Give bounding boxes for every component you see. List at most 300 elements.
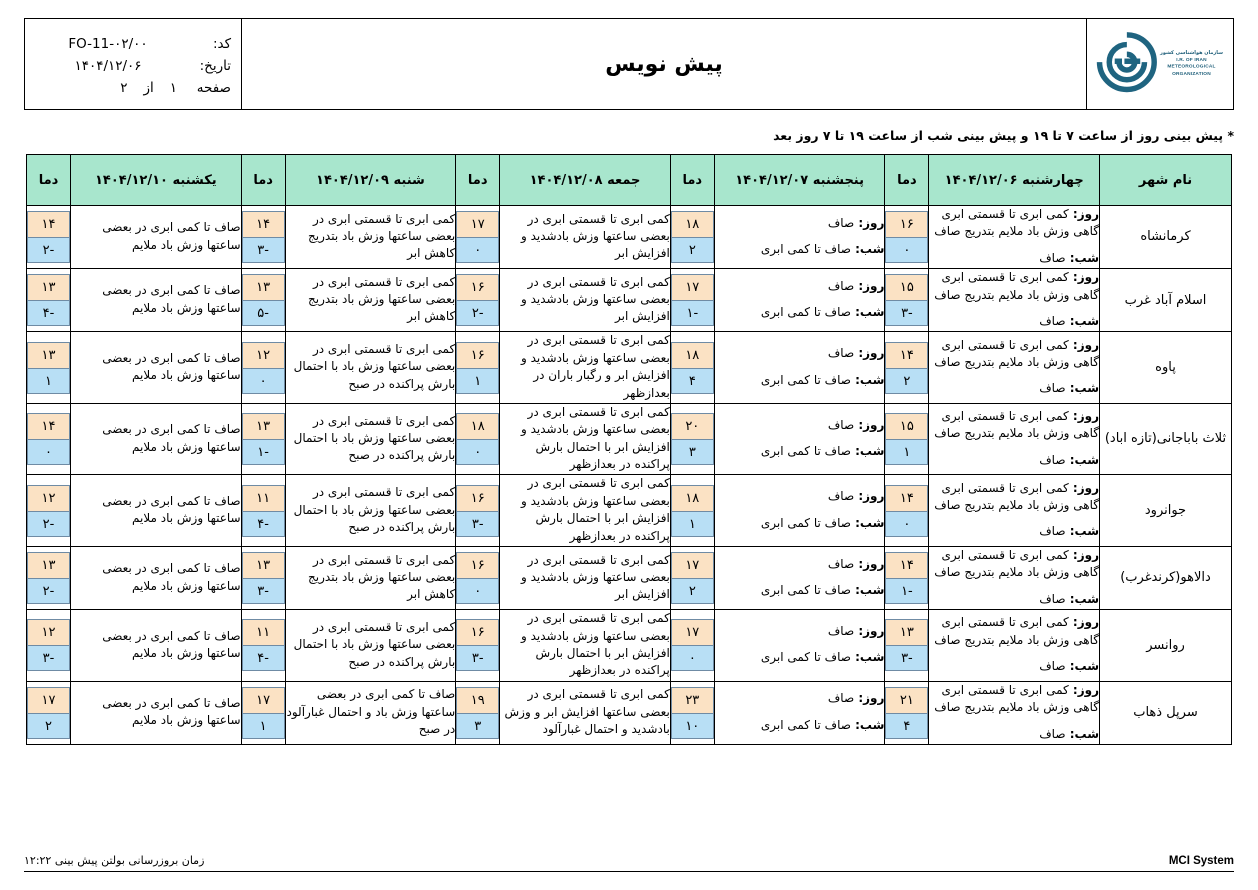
forecast-night-line (715, 515, 885, 532)
max-temperature: ۱۶ (456, 274, 499, 300)
forecast-text: کمی ابری تا قسمتی ابری در بعضی ساعتها وزش بادشدید و افزایش ابر (520, 211, 670, 261)
city-name-cell: ثلاث باباجانی(تازه اباد) (1100, 403, 1232, 475)
forecast-cell-sat (285, 547, 456, 610)
document-footer (24, 854, 1234, 872)
day-label: روز: (854, 215, 885, 230)
city-name-cell: اسلام آباد غرب (1100, 269, 1232, 332)
min-temperature: -۳ (885, 645, 928, 671)
max-temperature: ۱۲ (27, 619, 70, 645)
day-label: روز: (1068, 480, 1099, 495)
temperature-cell-thu (670, 547, 714, 610)
night-label: شب: (1065, 313, 1099, 328)
forecast-text: کمی ابری تا قسمتی ابری در بعضی ساعتها وزش بادشدید و افزایش ابر (520, 552, 670, 602)
min-temperature: -۴ (242, 511, 285, 537)
min-temperature: ۳ (456, 713, 499, 739)
max-temperature: ۱۴ (27, 211, 70, 237)
night-label: شب: (1065, 659, 1099, 674)
logo-line-1: I.R. OF IRAN (1176, 57, 1208, 63)
max-temperature: ۱۶ (456, 485, 499, 511)
col-header-temp-3: دما (241, 155, 285, 206)
max-temperature: ۱۸ (671, 342, 714, 368)
day-forecast-text: صاف (827, 346, 855, 361)
night-label: شب: (1065, 591, 1099, 606)
forecast-night-line (715, 649, 885, 666)
night-label: شب: (1065, 726, 1099, 741)
forecast-night-line (929, 726, 1099, 743)
night-label: شب: (850, 242, 885, 257)
table-row (27, 206, 1232, 269)
max-temperature: ۱۸ (671, 485, 714, 511)
forecast-cell-fri (500, 403, 671, 475)
min-temperature: ۱۰ (671, 713, 714, 739)
max-temperature: ۱۶ (456, 619, 499, 645)
forecast-cell-sat (285, 332, 456, 404)
forecast-cell-wed (929, 681, 1100, 744)
forecast-cell-wed (929, 269, 1100, 332)
col-header-temp-4: دما (27, 155, 71, 206)
min-temperature: ۲ (671, 237, 714, 263)
temperature-cell-fri (456, 475, 500, 547)
forecast-cell-thu (714, 681, 885, 744)
night-forecast-text: صاف تا کمی ابری (760, 650, 851, 665)
date-value: ۱۴۰۴/۱۲/۰۶ (74, 57, 142, 74)
min-temperature: -۱ (242, 439, 285, 465)
day-label: روز: (854, 346, 885, 361)
night-forecast-text: صاف تا کمی ابری (760, 372, 851, 387)
forecast-text: صاف تا کمی ابری در بعضی ساعتها وزش باد ملایم (102, 695, 241, 728)
forecast-night-line (929, 658, 1099, 675)
forecast-day-line (929, 206, 1099, 241)
min-temperature: ۴ (885, 713, 928, 739)
min-temperature: -۴ (27, 300, 70, 326)
date-label: تاریخ: (199, 57, 231, 74)
max-temperature: ۱۱ (242, 485, 285, 511)
max-temperature: ۱۸ (456, 413, 499, 439)
temperature-cell-sun (27, 206, 71, 269)
forecast-day-line (715, 417, 885, 434)
temperature-cell-sun (27, 547, 71, 610)
forecast-text: کمی ابری تا قسمتی ابری در بعضی ساعتها وزش باد با احتمال بارش پراکنده در صبح (293, 485, 456, 534)
min-temperature: ۱ (885, 439, 928, 465)
day-forecast-text: صاف (827, 215, 855, 230)
forecast-cell-sat (285, 610, 456, 682)
night-forecast-text: صاف تا کمی ابری (760, 305, 851, 320)
day-forecast-text: صاف (827, 489, 855, 504)
forecast-text: کمی ابری تا قسمتی ابری در بعضی ساعتها وزش باد با احتمال بارش پراکنده در صبح (293, 619, 456, 669)
temperature-cell-thu (670, 332, 714, 404)
forecast-text: کمی ابری تا قسمتی ابری در بعضی ساعتها افزایش ابر و وزش بادشدید و احتمال غبارآلود (504, 687, 670, 737)
forecast-cell-fri (500, 547, 671, 610)
forecast-text: صاف تا کمی ابری در بعضی ساعتها وزش باد ملایم (102, 628, 241, 660)
forecast-cell-wed (929, 206, 1100, 269)
forecast-cell-sat (285, 403, 456, 475)
forecast-table-body (27, 206, 1232, 745)
col-header-city: نام شهر (1100, 155, 1232, 206)
max-temperature: ۱۳ (27, 274, 70, 300)
night-label: شب: (850, 650, 885, 665)
temperature-cell-sat (241, 547, 285, 610)
forecast-cell-sun (71, 206, 242, 269)
night-forecast-text: صاف (1039, 381, 1066, 396)
max-temperature: ۱۳ (242, 413, 285, 439)
temperature-cell-sat (241, 610, 285, 682)
max-temperature: ۱۷ (671, 552, 714, 578)
min-temperature: -۳ (242, 237, 285, 263)
max-temperature: ۱۷ (671, 274, 714, 300)
forecast-cell-fri (500, 681, 671, 744)
max-temperature: ۱۷ (671, 619, 714, 645)
min-temperature: ۰ (456, 439, 499, 465)
forecast-text: کمی ابری تا قسمتی ابری در بعضی ساعتها وزش بادشدید و افزایش ابر و رگبار باران در بعدازظهر (520, 333, 670, 400)
footer-divider (24, 871, 1234, 872)
city-name-cell: جوانرود (1100, 475, 1232, 547)
min-temperature: -۴ (242, 645, 285, 671)
temperature-cell-wed (885, 332, 929, 404)
forecast-cell-fri (500, 610, 671, 682)
city-name-cell: کرمانشاه (1100, 206, 1232, 269)
forecast-text: کمی ابری تا قسمتی ابری در بعضی ساعتها وزش بادشدید و افزایش ابر با احتمال بارش پراکنده در بعدازظهر (520, 611, 670, 678)
night-forecast-text: صاف (1039, 659, 1066, 674)
day-label: روز: (854, 624, 885, 639)
col-header-day-1: پنجشنبه ۱۴۰۴/۱۲/۰۷ (714, 155, 885, 206)
temperature-cell-sat (241, 681, 285, 744)
night-forecast-text: صاف (1039, 524, 1066, 539)
forecast-cell-wed (929, 475, 1100, 547)
night-label: شب: (850, 372, 885, 387)
forecast-text: کمی ابری تا قسمتی ابری در بعضی ساعتها وزش باد با احتمال بارش پراکنده در صبح (293, 413, 456, 463)
temperature-cell-sun (27, 269, 71, 332)
temperature-cell-thu (670, 475, 714, 547)
night-forecast-text: صاف تا کمی ابری (760, 444, 851, 459)
day-label: روز: (1068, 615, 1099, 630)
meta-row-page (35, 80, 231, 96)
min-temperature: -۳ (27, 645, 70, 671)
forecast-text: کمی ابری تا قسمتی ابری در بعضی ساعتها وزش بادشدید و افزایش ابر با احتمال بارش پراکنده در بعدازظهر (520, 476, 670, 543)
forecast-night-line (715, 241, 885, 258)
forecast-night-line (715, 582, 885, 599)
forecast-cell-fri (500, 475, 671, 547)
logo-text-block (1160, 50, 1223, 78)
min-temperature: ۰ (27, 439, 70, 465)
day-label: روز: (1068, 682, 1099, 697)
forecast-cell-sat (285, 269, 456, 332)
max-temperature: ۲۰ (671, 413, 714, 439)
min-temperature: -۳ (242, 578, 285, 604)
forecast-day-line (715, 556, 885, 573)
forecast-day-line (715, 623, 885, 640)
max-temperature: ۱۴ (242, 211, 285, 237)
forecast-text: کمی ابری تا قسمتی ابری در بعضی ساعتها وزش بادشدید و افزایش ابر (520, 274, 670, 324)
page-of-label: از (143, 79, 154, 96)
max-temperature: ۱۳ (242, 274, 285, 300)
night-label: شب: (1065, 524, 1099, 539)
max-temperature: ۱۴ (885, 552, 928, 578)
min-temperature: -۵ (242, 300, 285, 326)
document-header (24, 18, 1234, 110)
night-forecast-text: صاف تا کمی ابری (760, 515, 851, 530)
day-forecast-text: صاف (827, 624, 855, 639)
forecast-cell-wed (929, 403, 1100, 475)
forecast-cell-wed (929, 610, 1100, 682)
temperature-cell-sun (27, 403, 71, 475)
forecast-text: صاف تا کمی ابری در بعضی ساعتها وزش باد ملایم (102, 220, 241, 252)
max-temperature: ۱۵ (885, 274, 928, 300)
night-label: شب: (850, 515, 885, 530)
temperature-cell-fri (456, 681, 500, 744)
max-temperature: ۱۸ (671, 211, 714, 237)
forecast-text: صاف تا کمی ابری در بعضی ساعتها وزش باد ملایم (102, 350, 241, 383)
col-header-temp-0: دما (885, 155, 929, 206)
night-forecast-text: صاف (1039, 313, 1066, 328)
day-label: روز: (1068, 270, 1099, 285)
min-temperature: ۲ (671, 578, 714, 604)
max-temperature: ۲۳ (671, 687, 714, 713)
forecast-text: صاف تا کمی ابری در بعضی ساعتها وزش باد و احتمال غبارآلود در صبح (286, 687, 456, 737)
table-row (27, 403, 1232, 475)
forecast-cell-thu (714, 332, 885, 404)
temperature-cell-wed (885, 475, 929, 547)
forecast-cell-sun (71, 269, 242, 332)
forecast-day-line (715, 345, 885, 362)
night-forecast-text: صاف (1039, 726, 1066, 741)
forecast-text: صاف تا کمی ابری در بعضی ساعتها وزش باد ملایم (102, 561, 241, 593)
min-temperature: -۲ (27, 237, 70, 263)
forecast-cell-thu (714, 403, 885, 475)
day-forecast-text: کمی ابری تا قسمتی ابری گاهی وزش باد ملایم بتدریج صاف (934, 337, 1099, 369)
temperature-cell-fri (456, 610, 500, 682)
forecast-cell-sun (71, 681, 242, 744)
min-temperature: ۰ (885, 511, 928, 537)
temperature-cell-thu (670, 403, 714, 475)
night-label: شب: (1065, 452, 1099, 467)
min-temperature: -۲ (27, 511, 70, 537)
min-temperature: -۲ (456, 300, 499, 326)
forecast-cell-sat (285, 681, 456, 744)
forecast-cell-thu (714, 610, 885, 682)
code-label: کد: (212, 35, 231, 52)
forecast-day-line (929, 682, 1099, 717)
max-temperature: ۱۲ (242, 342, 285, 368)
min-temperature: ۲ (27, 713, 70, 739)
forecast-night-line (929, 313, 1099, 330)
temperature-cell-thu (670, 681, 714, 744)
header-logo-box (1086, 18, 1234, 110)
max-temperature: ۱۶ (885, 211, 928, 237)
temperature-cell-fri (456, 547, 500, 610)
night-label: شب: (1065, 250, 1099, 265)
forecast-night-line (929, 452, 1099, 469)
city-name-cell: پاوه (1100, 332, 1232, 404)
min-temperature: ۰ (885, 237, 928, 263)
max-temperature: ۱۹ (456, 687, 499, 713)
night-label: شب: (850, 305, 885, 320)
temperature-cell-sat (241, 332, 285, 404)
forecast-time-note: * پیش بینی روز از ساعت ۷ تا ۱۹ و پیش بینی شب از ساعت ۱۹ تا ۷ روز بعد (773, 128, 1234, 143)
max-temperature: ۱۵ (885, 413, 928, 439)
city-name-cell: دالاهو(کرندغرب) (1100, 547, 1232, 610)
forecast-cell-thu (714, 206, 885, 269)
table-row (27, 269, 1232, 332)
col-header-temp-2: دما (456, 155, 500, 206)
forecast-night-line (929, 250, 1099, 267)
forecast-night-line (929, 380, 1099, 397)
day-forecast-text: کمی ابری تا قسمتی ابری گاهی وزش باد ملایم بتدریج صاف (934, 548, 1099, 580)
forecast-text: کمی ابری تا قسمتی ابری در بعضی ساعتها وزش باد بتدریج کاهش ابر (308, 552, 456, 602)
temperature-cell-sun (27, 681, 71, 744)
forecast-day-line (715, 215, 885, 232)
max-temperature: ۱۳ (885, 619, 928, 645)
forecast-cell-wed (929, 547, 1100, 610)
table-row (27, 475, 1232, 547)
temperature-cell-wed (885, 610, 929, 682)
forecast-cell-sun (71, 547, 242, 610)
night-label: شب: (850, 717, 885, 732)
page-title: پیش نویس (605, 51, 723, 77)
day-label: روز: (854, 417, 885, 432)
forecast-cell-thu (714, 269, 885, 332)
min-temperature: ۰ (242, 368, 285, 394)
temperature-cell-wed (885, 681, 929, 744)
temperature-cell-sat (241, 475, 285, 547)
temperature-cell-wed (885, 403, 929, 475)
page-label: صفحه (196, 79, 231, 96)
header-title-box (242, 18, 1086, 110)
forecast-day-line (929, 614, 1099, 649)
night-forecast-text: صاف تا کمی ابری (760, 717, 851, 732)
day-label: روز: (854, 489, 885, 504)
day-forecast-text: کمی ابری تا قسمتی ابری گاهی وزش باد ملایم بتدریج صاف (934, 207, 1099, 239)
day-label: روز: (1068, 548, 1099, 563)
city-name-cell: سرپل ذهاب (1100, 681, 1232, 744)
min-temperature: ۲ (885, 368, 928, 394)
forecast-cell-fri (500, 332, 671, 404)
code-value: FO-11-۰۲/۰۰ (68, 35, 148, 52)
max-temperature: ۱۳ (242, 552, 285, 578)
forecast-day-line (715, 278, 885, 295)
min-temperature: -۳ (456, 511, 499, 537)
col-header-day-3: شنبه ۱۴۰۴/۱۲/۰۹ (285, 155, 456, 206)
min-temperature: -۲ (27, 578, 70, 604)
night-forecast-text: صاف تا کمی ابری (760, 583, 851, 598)
temperature-cell-sun (27, 475, 71, 547)
forecast-night-line (715, 304, 885, 321)
max-temperature: ۱۴ (27, 413, 70, 439)
min-temperature: ۰ (456, 237, 499, 263)
night-forecast-text: صاف (1039, 250, 1066, 265)
forecast-table-head (27, 155, 1232, 206)
min-temperature: -۳ (885, 300, 928, 326)
night-label: شب: (850, 583, 885, 598)
temperature-cell-sat (241, 403, 285, 475)
day-label: روز: (854, 691, 885, 706)
temperature-cell-thu (670, 269, 714, 332)
min-temperature: ۱ (27, 368, 70, 394)
min-temperature: ۰ (671, 645, 714, 671)
temperature-cell-sun (27, 332, 71, 404)
spiral-logo-icon (1097, 32, 1158, 96)
forecast-day-line (715, 690, 885, 707)
temperature-cell-wed (885, 206, 929, 269)
day-forecast-text: صاف (827, 691, 855, 706)
forecast-day-line (715, 488, 885, 505)
night-label: شب: (850, 444, 885, 459)
max-temperature: ۲۱ (885, 687, 928, 713)
day-label: روز: (854, 556, 885, 571)
night-forecast-text: صاف تا کمی ابری (760, 242, 851, 257)
forecast-cell-fri (500, 269, 671, 332)
forecast-day-line (929, 547, 1099, 582)
forecast-cell-thu (714, 547, 885, 610)
forecast-cell-sat (285, 206, 456, 269)
temperature-cell-fri (456, 332, 500, 404)
forecast-text: صاف تا کمی ابری در بعضی ساعتها وزش باد ملایم (102, 283, 241, 315)
temperature-cell-thu (670, 206, 714, 269)
max-temperature: ۱۳ (27, 552, 70, 578)
forecast-cell-sat (285, 475, 456, 547)
page-current: ۱ (169, 79, 177, 96)
max-temperature: ۱۴ (885, 342, 928, 368)
min-temperature: -۱ (885, 578, 928, 604)
day-label: روز: (854, 278, 885, 293)
forecast-night-line (715, 372, 885, 389)
forecast-day-line (929, 408, 1099, 443)
day-forecast-text: کمی ابری تا قسمتی ابری گاهی وزش باد ملایم بتدریج صاف (934, 270, 1099, 302)
table-row (27, 547, 1232, 610)
min-temperature: ۱ (456, 368, 499, 394)
forecast-text: کمی ابری تا قسمتی ابری در بعضی ساعتها وزش بادشدید و افزایش ابر با احتمال بارش پراکنده در بعدازظهر (520, 404, 670, 472)
min-temperature: -۳ (456, 645, 499, 671)
max-temperature: ۱۷ (456, 211, 499, 237)
temperature-cell-sun (27, 610, 71, 682)
forecast-night-line (715, 443, 885, 460)
city-name-cell: روانسر (1100, 610, 1232, 682)
day-forecast-text: کمی ابری تا قسمتی ابری گاهی وزش باد ملایم بتدریج صاف (934, 480, 1099, 513)
day-forecast-text: کمی ابری تا قسمتی ابری گاهی وزش باد ملایم بتدریج صاف (934, 409, 1099, 441)
max-temperature: ۱۳ (27, 342, 70, 368)
forecast-table (26, 154, 1232, 745)
max-temperature: ۱۱ (242, 619, 285, 645)
organization-logo (1097, 32, 1224, 96)
forecast-night-line (929, 591, 1099, 608)
temperature-cell-fri (456, 269, 500, 332)
logo-line-3: ORGANIZATION (1172, 71, 1212, 77)
col-header-day-4: یکشنبه ۱۴۰۴/۱۲/۱۰ (71, 155, 242, 206)
meta-row-date (35, 58, 231, 74)
temperature-cell-sat (241, 269, 285, 332)
max-temperature: ۱۷ (27, 687, 70, 713)
forecast-day-line (929, 269, 1099, 304)
forecast-cell-sun (71, 475, 242, 547)
forecast-cell-sun (71, 403, 242, 475)
page-total: ۲ (120, 79, 128, 96)
forecast-text: صاف تا کمی ابری در بعضی ساعتها وزش باد ملایم (102, 422, 241, 454)
forecast-table-wrapper (26, 154, 1232, 745)
night-label: شب: (1065, 381, 1099, 396)
forecast-text: کمی ابری تا قسمتی ابری در بعضی ساعتها وزش باد با احتمال بارش پراکنده در صبح (293, 342, 456, 391)
forecast-text: کمی ابری تا قسمتی ابری در بعضی ساعتها وزش باد بتدریج کاهش ابر (308, 211, 456, 261)
night-forecast-text: صاف (1039, 591, 1066, 606)
max-temperature: ۱۶ (456, 552, 499, 578)
col-header-day-2: جمعه ۱۴۰۴/۱۲/۰۸ (500, 155, 671, 206)
col-header-day-0: چهارشنبه ۱۴۰۴/۱۲/۰۶ (929, 155, 1100, 206)
min-temperature: ۴ (671, 368, 714, 394)
min-temperature: ۱ (242, 713, 285, 739)
logo-line-fa: سازمان هواشناسی کشور (1160, 49, 1224, 56)
forecast-text: صاف تا کمی ابری در بعضی ساعتها وزش باد ملایم (102, 493, 241, 526)
min-temperature: ۳ (671, 439, 714, 465)
day-label: روز: (1068, 337, 1099, 352)
temperature-cell-fri (456, 403, 500, 475)
